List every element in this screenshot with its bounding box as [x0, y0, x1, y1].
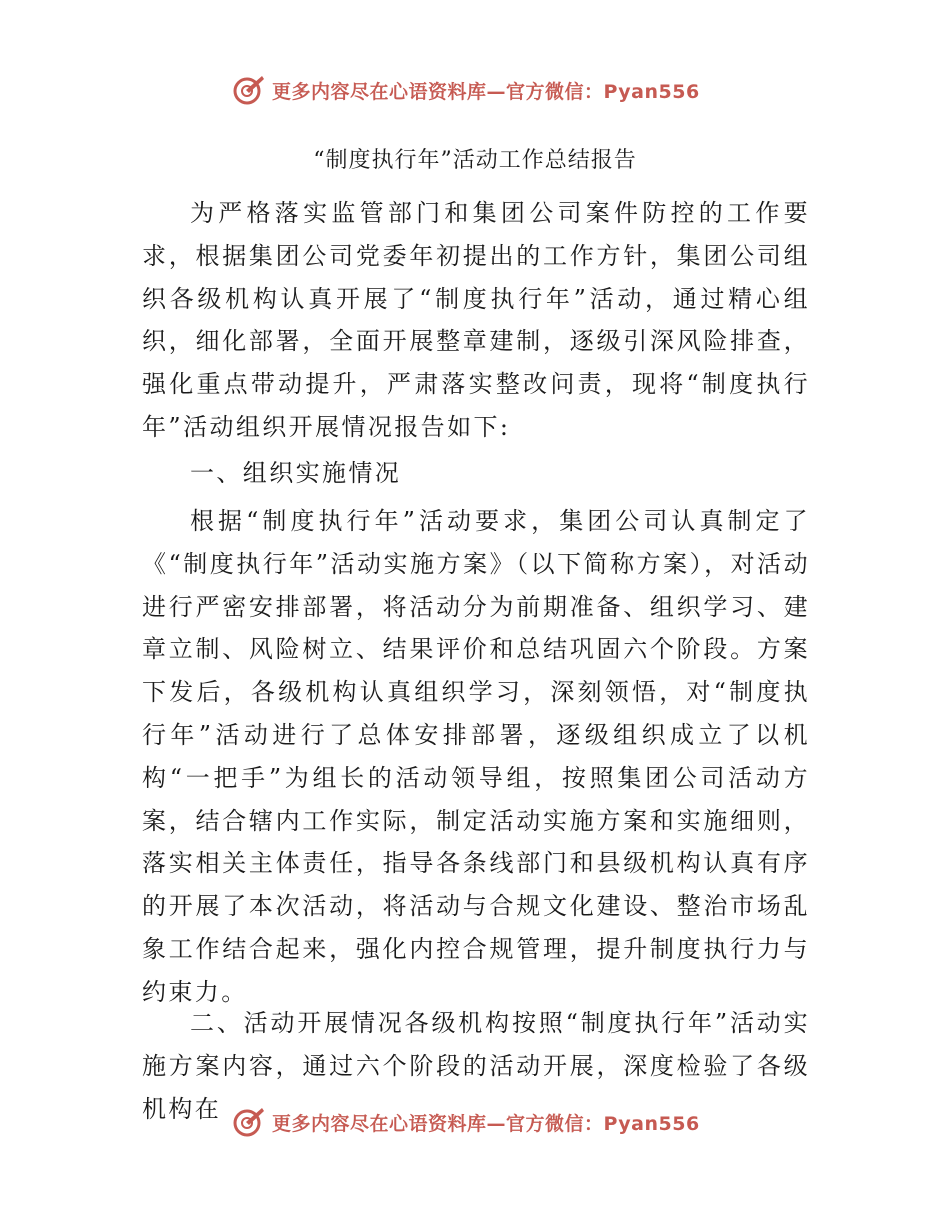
- paragraph-implementation: 根据“制度执行年”活动要求，集团公司认真制定了《“制度执行年”活动实施方案》（以下简称方案），对活动进行严密安排部署，将活动分为前期准备、组织学习、建章立制、风险树立、结果评价和总结巩固六个阶段。方案下发后，各级机构认真组织学习，深刻领悟，对“制度执行年”活动进行了总体安排部署，逐级组织成立了以机构“一把手”为组长的活动领导组，按照集团公司活动方案，结合辖内工作实际，制定活动实施方案和实施细则，落实相关主体责任，指导各条线部门和县级机构认真有序的开展了本次活动，将活动与合规文化建设、整治市场乱象工作结合起来，强化内控合规管理，提升制度执行力与约束力。: [142, 507, 810, 1006]
- pen-nib-logo-icon: [232, 1105, 266, 1139]
- banner-text: 更多内容尽在心语资料库—官方微信：Pyan556: [272, 1112, 700, 1135]
- paragraph-activities: 二、活动开展情况各级机构按照“制度执行年”活动实施方案内容，通过六个阶段的活动开展，深度检验了各级机构在: [142, 1009, 810, 1123]
- pen-nib-logo-icon: [232, 73, 266, 107]
- section-heading-implementation: 一、组织实施情况: [190, 459, 402, 487]
- header-watermark-banner: [232, 72, 752, 108]
- footer-watermark-banner: [232, 1104, 752, 1140]
- paragraph-intro: 为严格落实监管部门和集团公司案件防控的工作要求，根据集团公司党委年初提出的工作方针，集团公司组织各级机构认真开展了“制度执行年”活动，通过精心组织，细化部署，全面开展整章建制，逐级引深风险排查，强化重点带动提升，严肃落实整改问责，现将“制度执行年”活动组织开展情况报告如下:: [142, 199, 810, 441]
- banner-text: 更多内容尽在心语资料库—官方微信：Pyan556: [272, 80, 700, 103]
- document-title: “制度执行年”活动工作总结报告: [313, 148, 637, 173]
